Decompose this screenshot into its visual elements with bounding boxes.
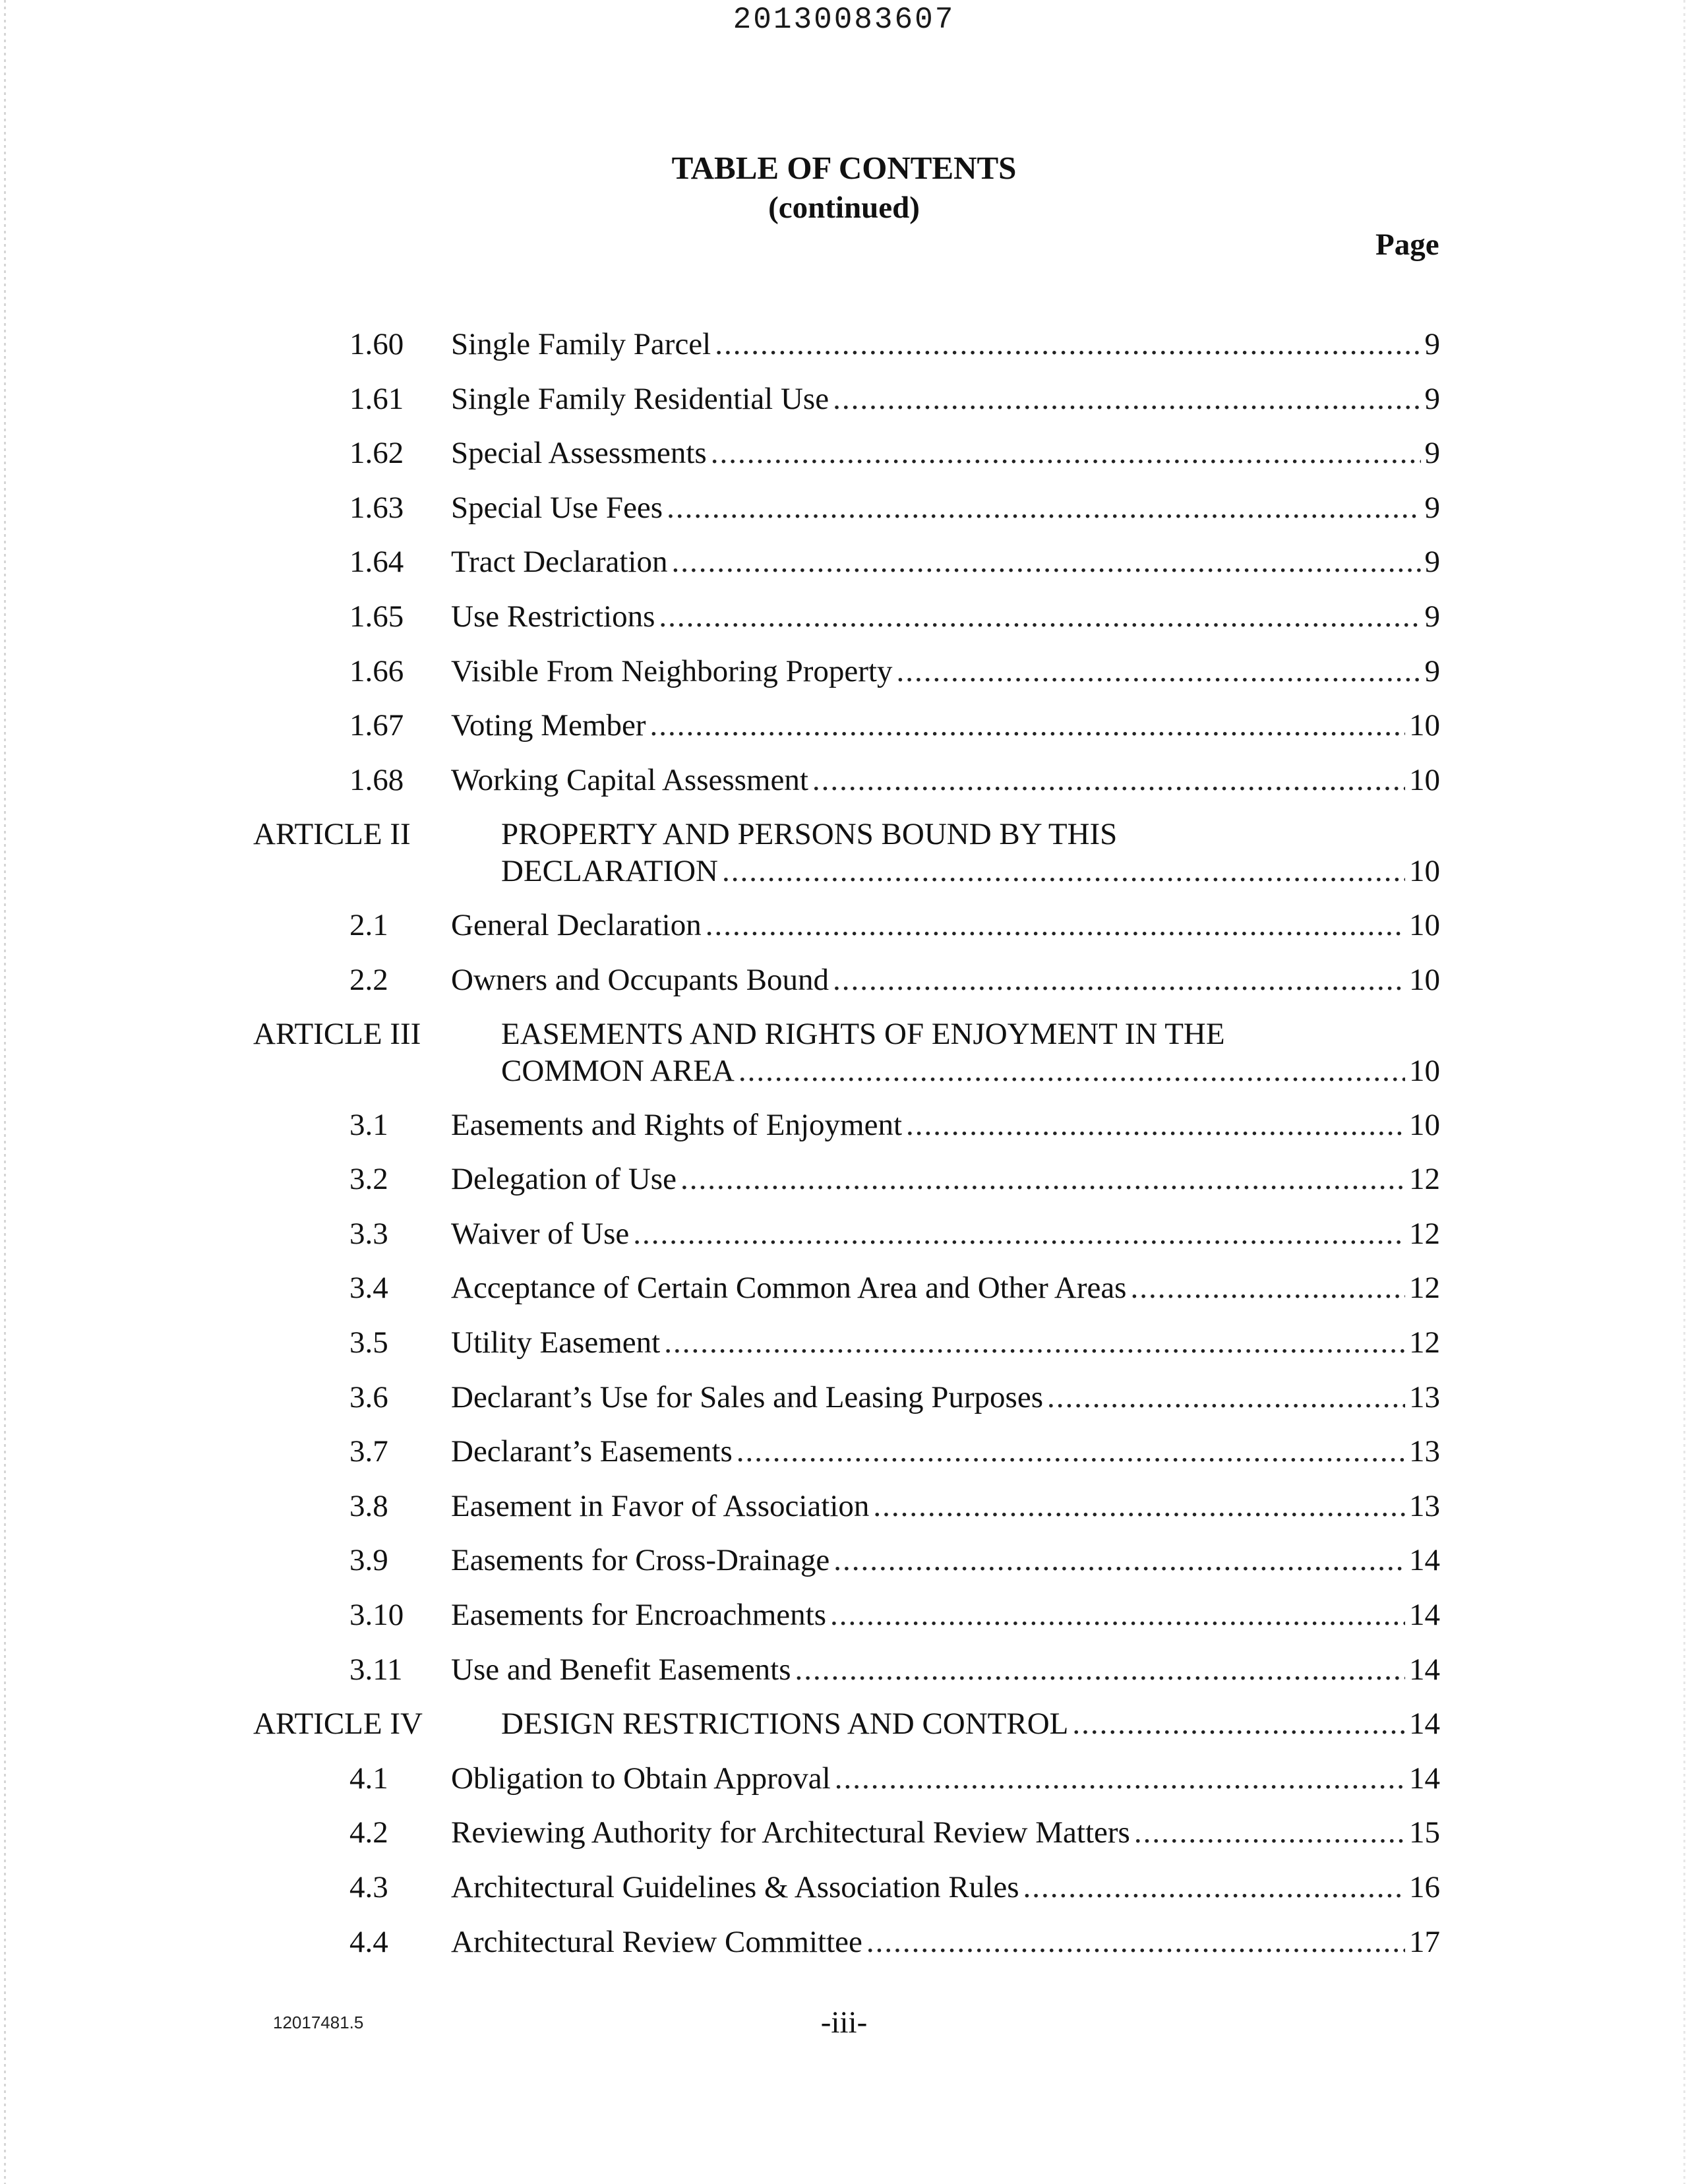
toc-entry-label: Acceptance of Certain Common Area and Other Areas: [451, 1271, 1127, 1306]
dot-leader: [873, 1488, 1405, 1525]
toc-page-number: 10: [1409, 854, 1440, 889]
toc-leader-line: [451, 598, 1440, 635]
dot-leader: [812, 762, 1405, 799]
toc-leader-line: [501, 1705, 1440, 1742]
toc-entry-title: [451, 1869, 1440, 1906]
toc-leader-line: [451, 907, 1440, 944]
toc-leader-line: [451, 489, 1440, 526]
toc-entry-title: [451, 1542, 1440, 1579]
toc-page-number: 13: [1409, 1434, 1440, 1469]
toc-page-number: 9: [1424, 653, 1440, 688]
toc-section-number: 1.66: [349, 653, 404, 688]
toc-entry-title: [451, 1651, 1440, 1688]
toc-section-number: 3.3: [349, 1216, 388, 1251]
toc-section-number: 4.3: [349, 1870, 388, 1904]
dot-leader: [664, 1324, 1405, 1361]
dot-leader: [667, 489, 1420, 526]
toc-entry-label: Reviewing Authority for Architectural Review Matters: [451, 1815, 1130, 1850]
toc-page-number: 13: [1409, 1380, 1440, 1414]
toc-section-number: 1.63: [349, 490, 404, 525]
toc-entry-label: Easements for Encroachments: [451, 1598, 827, 1632]
dot-leader: [896, 653, 1420, 690]
dot-leader: [737, 1433, 1405, 1470]
toc-leader-line: [451, 380, 1440, 417]
toc-entry-title: [501, 1705, 1440, 1742]
document-number: 20130083607: [733, 3, 955, 37]
dot-leader: [835, 1760, 1405, 1797]
dot-leader: [833, 1542, 1405, 1579]
toc-section-number: 1.68: [349, 762, 404, 797]
toc-entry-title: [451, 961, 1440, 998]
toc-entry-title: [451, 1924, 1440, 1960]
toc-entry-label: Visible From Neighboring Property: [451, 653, 893, 688]
toc-entry-title: [451, 762, 1440, 799]
toc-section-number: 2.1: [349, 907, 388, 942]
dot-leader: [649, 707, 1405, 744]
toc-page-number: 12: [1409, 1325, 1440, 1360]
dot-leader: [1134, 1814, 1405, 1851]
dot-leader: [722, 853, 1405, 890]
toc-section-number: 4.4: [349, 1924, 388, 1959]
toc-entry-label: Delegation of Use: [451, 1162, 677, 1197]
toc-entry-label: Use and Benefit Easements: [451, 1652, 791, 1687]
toc-section-number: 3.6: [349, 1380, 388, 1414]
toc-section-number: 3.11: [349, 1652, 403, 1687]
toc-leader-line: [451, 1596, 1440, 1633]
toc-page-number: 9: [1424, 436, 1440, 471]
dot-leader: [680, 1161, 1405, 1198]
toc-entry-label: Single Family Residential Use: [451, 381, 829, 416]
toc-article-number: ARTICLE IV: [253, 1707, 423, 1742]
toc-page-number: 10: [1409, 907, 1440, 942]
toc-page-number: 14: [1409, 1652, 1440, 1687]
toc-entry-title: [501, 816, 1440, 890]
toc-page-number: 12: [1409, 1162, 1440, 1197]
toc-leader-line: [451, 1869, 1440, 1906]
toc-entry-title: [451, 1379, 1440, 1416]
toc-leader-line: [451, 961, 1440, 998]
toc-leader-line: [451, 653, 1440, 690]
toc-entry-label: Obligation to Obtain Approval: [451, 1761, 831, 1796]
toc-entry-title: [451, 1488, 1440, 1525]
footer-document-id: 12017481.5: [273, 2013, 364, 2032]
toc-entry-title: [451, 326, 1440, 363]
scan-edge-left: [4, 0, 6, 2184]
toc-page-number: 9: [1424, 545, 1440, 580]
toc-entry-label: Waiver of Use: [451, 1216, 630, 1251]
toc-leader-line: [451, 762, 1440, 799]
toc-section-number: 4.2: [349, 1815, 388, 1850]
toc-section-number: 1.67: [349, 708, 404, 743]
toc-leader-line: [451, 1488, 1440, 1525]
toc-page-number: 9: [1424, 381, 1440, 416]
toc-entry-title-line: PROPERTY AND PERSONS BOUND BY THIS: [501, 817, 1118, 852]
toc-entry-label: Architectural Guidelines & Association Rules: [451, 1870, 1019, 1904]
toc-leader-line: [451, 1814, 1440, 1851]
page-column-heading: Page: [1375, 228, 1439, 262]
toc-entry-label: Declarant’s Use for Sales and Leasing Purposes: [451, 1380, 1043, 1414]
toc-section-number: 3.2: [349, 1162, 388, 1197]
toc-entry-title: [451, 489, 1440, 526]
dot-leader: [738, 1052, 1405, 1089]
footer-page-number: -iii-: [820, 2005, 868, 2040]
toc-page-number: 9: [1424, 490, 1440, 525]
toc-entry-label: General Declaration: [451, 907, 702, 942]
toc-entry-title: [451, 653, 1440, 690]
toc-leader-line: [501, 1052, 1440, 1089]
dot-leader: [671, 543, 1420, 580]
toc-section-number: 1.62: [349, 436, 404, 471]
dot-leader: [833, 961, 1405, 998]
toc-entry-label: Utility Easement: [451, 1325, 661, 1360]
toc-entry-title: [451, 1215, 1440, 1252]
toc-page-number: 13: [1409, 1488, 1440, 1523]
toc-entry-title: [451, 1161, 1440, 1198]
dot-leader: [1047, 1379, 1405, 1416]
toc-page-number: 17: [1409, 1924, 1440, 1959]
toc-leader-line: [451, 1651, 1440, 1688]
toc-page-number: 10: [1409, 962, 1440, 997]
dot-leader: [715, 326, 1420, 363]
toc-entry-title: [451, 380, 1440, 417]
toc-entry-label: Declarant’s Easements: [451, 1434, 733, 1469]
toc-entry-title: [451, 1760, 1440, 1797]
toc-entry-title-line: EASEMENTS AND RIGHTS OF ENJOYMENT IN THE: [501, 1017, 1225, 1052]
toc-leader-line: [451, 326, 1440, 363]
toc-page-number: 10: [1409, 762, 1440, 797]
toc-entry-title: [451, 598, 1440, 635]
toc-leader-line: [451, 1433, 1440, 1470]
toc-entry-title: [451, 1814, 1440, 1851]
toc-page-number: 14: [1409, 1707, 1440, 1742]
dot-leader: [866, 1924, 1405, 1960]
toc-leader-line: [451, 1215, 1440, 1252]
toc-section-number: 1.61: [349, 381, 404, 416]
toc-entry-label: Special Use Fees: [451, 490, 663, 525]
toc-page-number: 14: [1409, 1543, 1440, 1578]
toc-entry-label: COMMON AREA: [501, 1054, 735, 1089]
dot-leader: [659, 598, 1420, 635]
dot-leader: [711, 435, 1421, 471]
dot-leader: [830, 1596, 1405, 1633]
toc-article-number: ARTICLE II: [253, 817, 411, 852]
toc-entry-title: [451, 1324, 1440, 1361]
toc-entry-label: Easement in Favor of Association: [451, 1488, 870, 1523]
toc-entry-label: DESIGN RESTRICTIONS AND CONTROL: [501, 1707, 1069, 1742]
toc-page-number: 15: [1409, 1815, 1440, 1850]
toc-page-number: 9: [1424, 327, 1440, 361]
toc-entry-label: Tract Declaration: [451, 545, 668, 580]
toc-entry-label: Working Capital Assessment: [451, 762, 808, 797]
toc-page-number: 10: [1409, 1107, 1440, 1142]
toc-entry-label: Easements and Rights of Enjoyment: [451, 1107, 903, 1142]
toc-section-number: 3.4: [349, 1271, 388, 1306]
toc-page-number: 14: [1409, 1598, 1440, 1632]
toc-leader-line: [451, 1269, 1440, 1306]
toc-leader-line: [451, 1324, 1440, 1361]
toc-page-number: 12: [1409, 1271, 1440, 1306]
toc-section-number: 3.7: [349, 1434, 388, 1469]
dot-leader: [1072, 1705, 1405, 1742]
toc-entry-title: [451, 907, 1440, 944]
toc-entry-title: [451, 1433, 1440, 1470]
toc-entry-title: [451, 1596, 1440, 1633]
toc-leader-line: [451, 543, 1440, 580]
page-subtitle: (continued): [768, 191, 920, 225]
toc-section-number: 3.8: [349, 1488, 388, 1523]
scan-edge-right: [1683, 0, 1685, 2184]
page-title: TABLE OF CONTENTS: [671, 150, 1017, 186]
toc-section-number: 3.9: [349, 1543, 388, 1578]
toc-entry-label: Use Restrictions: [451, 599, 655, 634]
dot-leader: [1130, 1269, 1405, 1306]
toc-section-number: 3.1: [349, 1107, 388, 1142]
toc-entry-title: [451, 543, 1440, 580]
toc-entry-label: Voting Member: [451, 708, 646, 743]
toc-entry-label: Special Assessments: [451, 436, 707, 471]
toc-section-number: 2.2: [349, 962, 388, 997]
toc-entry-label: Easements for Cross-Drainage: [451, 1543, 830, 1578]
toc-page-number: 12: [1409, 1216, 1440, 1251]
toc-entry-label: Architectural Review Committee: [451, 1924, 862, 1959]
toc-leader-line: [451, 707, 1440, 744]
toc-section-number: 4.1: [349, 1761, 388, 1796]
toc-section-number: 3.10: [349, 1598, 404, 1632]
toc-leader-line: [501, 853, 1440, 890]
dot-leader: [1023, 1869, 1406, 1906]
toc-section-number: 3.5: [349, 1325, 388, 1360]
dot-leader: [706, 907, 1405, 944]
toc-entry-title: [451, 1107, 1440, 1143]
toc-page-number: 14: [1409, 1761, 1440, 1796]
toc-article-number: ARTICLE III: [253, 1017, 421, 1052]
dot-leader: [833, 380, 1420, 417]
toc-leader-line: [451, 1379, 1440, 1416]
toc-section-number: 1.65: [349, 599, 404, 634]
toc-section-number: 1.64: [349, 545, 404, 580]
toc-leader-line: [451, 1760, 1440, 1797]
toc-page-number: 9: [1424, 599, 1440, 634]
toc-page-number: 10: [1409, 708, 1440, 743]
dot-leader: [795, 1651, 1405, 1688]
toc-leader-line: [451, 1542, 1440, 1579]
toc-section-number: 1.60: [349, 327, 404, 361]
toc-page-number: 16: [1409, 1870, 1440, 1904]
toc-leader-line: [451, 1161, 1440, 1198]
toc-entry-title: [501, 1016, 1440, 1089]
toc-leader-line: [451, 435, 1440, 471]
toc-entry-label: DECLARATION: [501, 854, 718, 889]
toc-leader-line: [451, 1107, 1440, 1143]
toc-entry-title: [451, 435, 1440, 471]
dot-leader: [633, 1215, 1405, 1252]
toc-page-number: 10: [1409, 1054, 1440, 1089]
toc-entry-title: [451, 1269, 1440, 1306]
toc-entry-label: Single Family Parcel: [451, 327, 711, 361]
toc-leader-line: [451, 1924, 1440, 1960]
toc-entry-title: [451, 707, 1440, 744]
dot-leader: [906, 1107, 1405, 1143]
toc-entry-label: Owners and Occupants Bound: [451, 962, 829, 997]
